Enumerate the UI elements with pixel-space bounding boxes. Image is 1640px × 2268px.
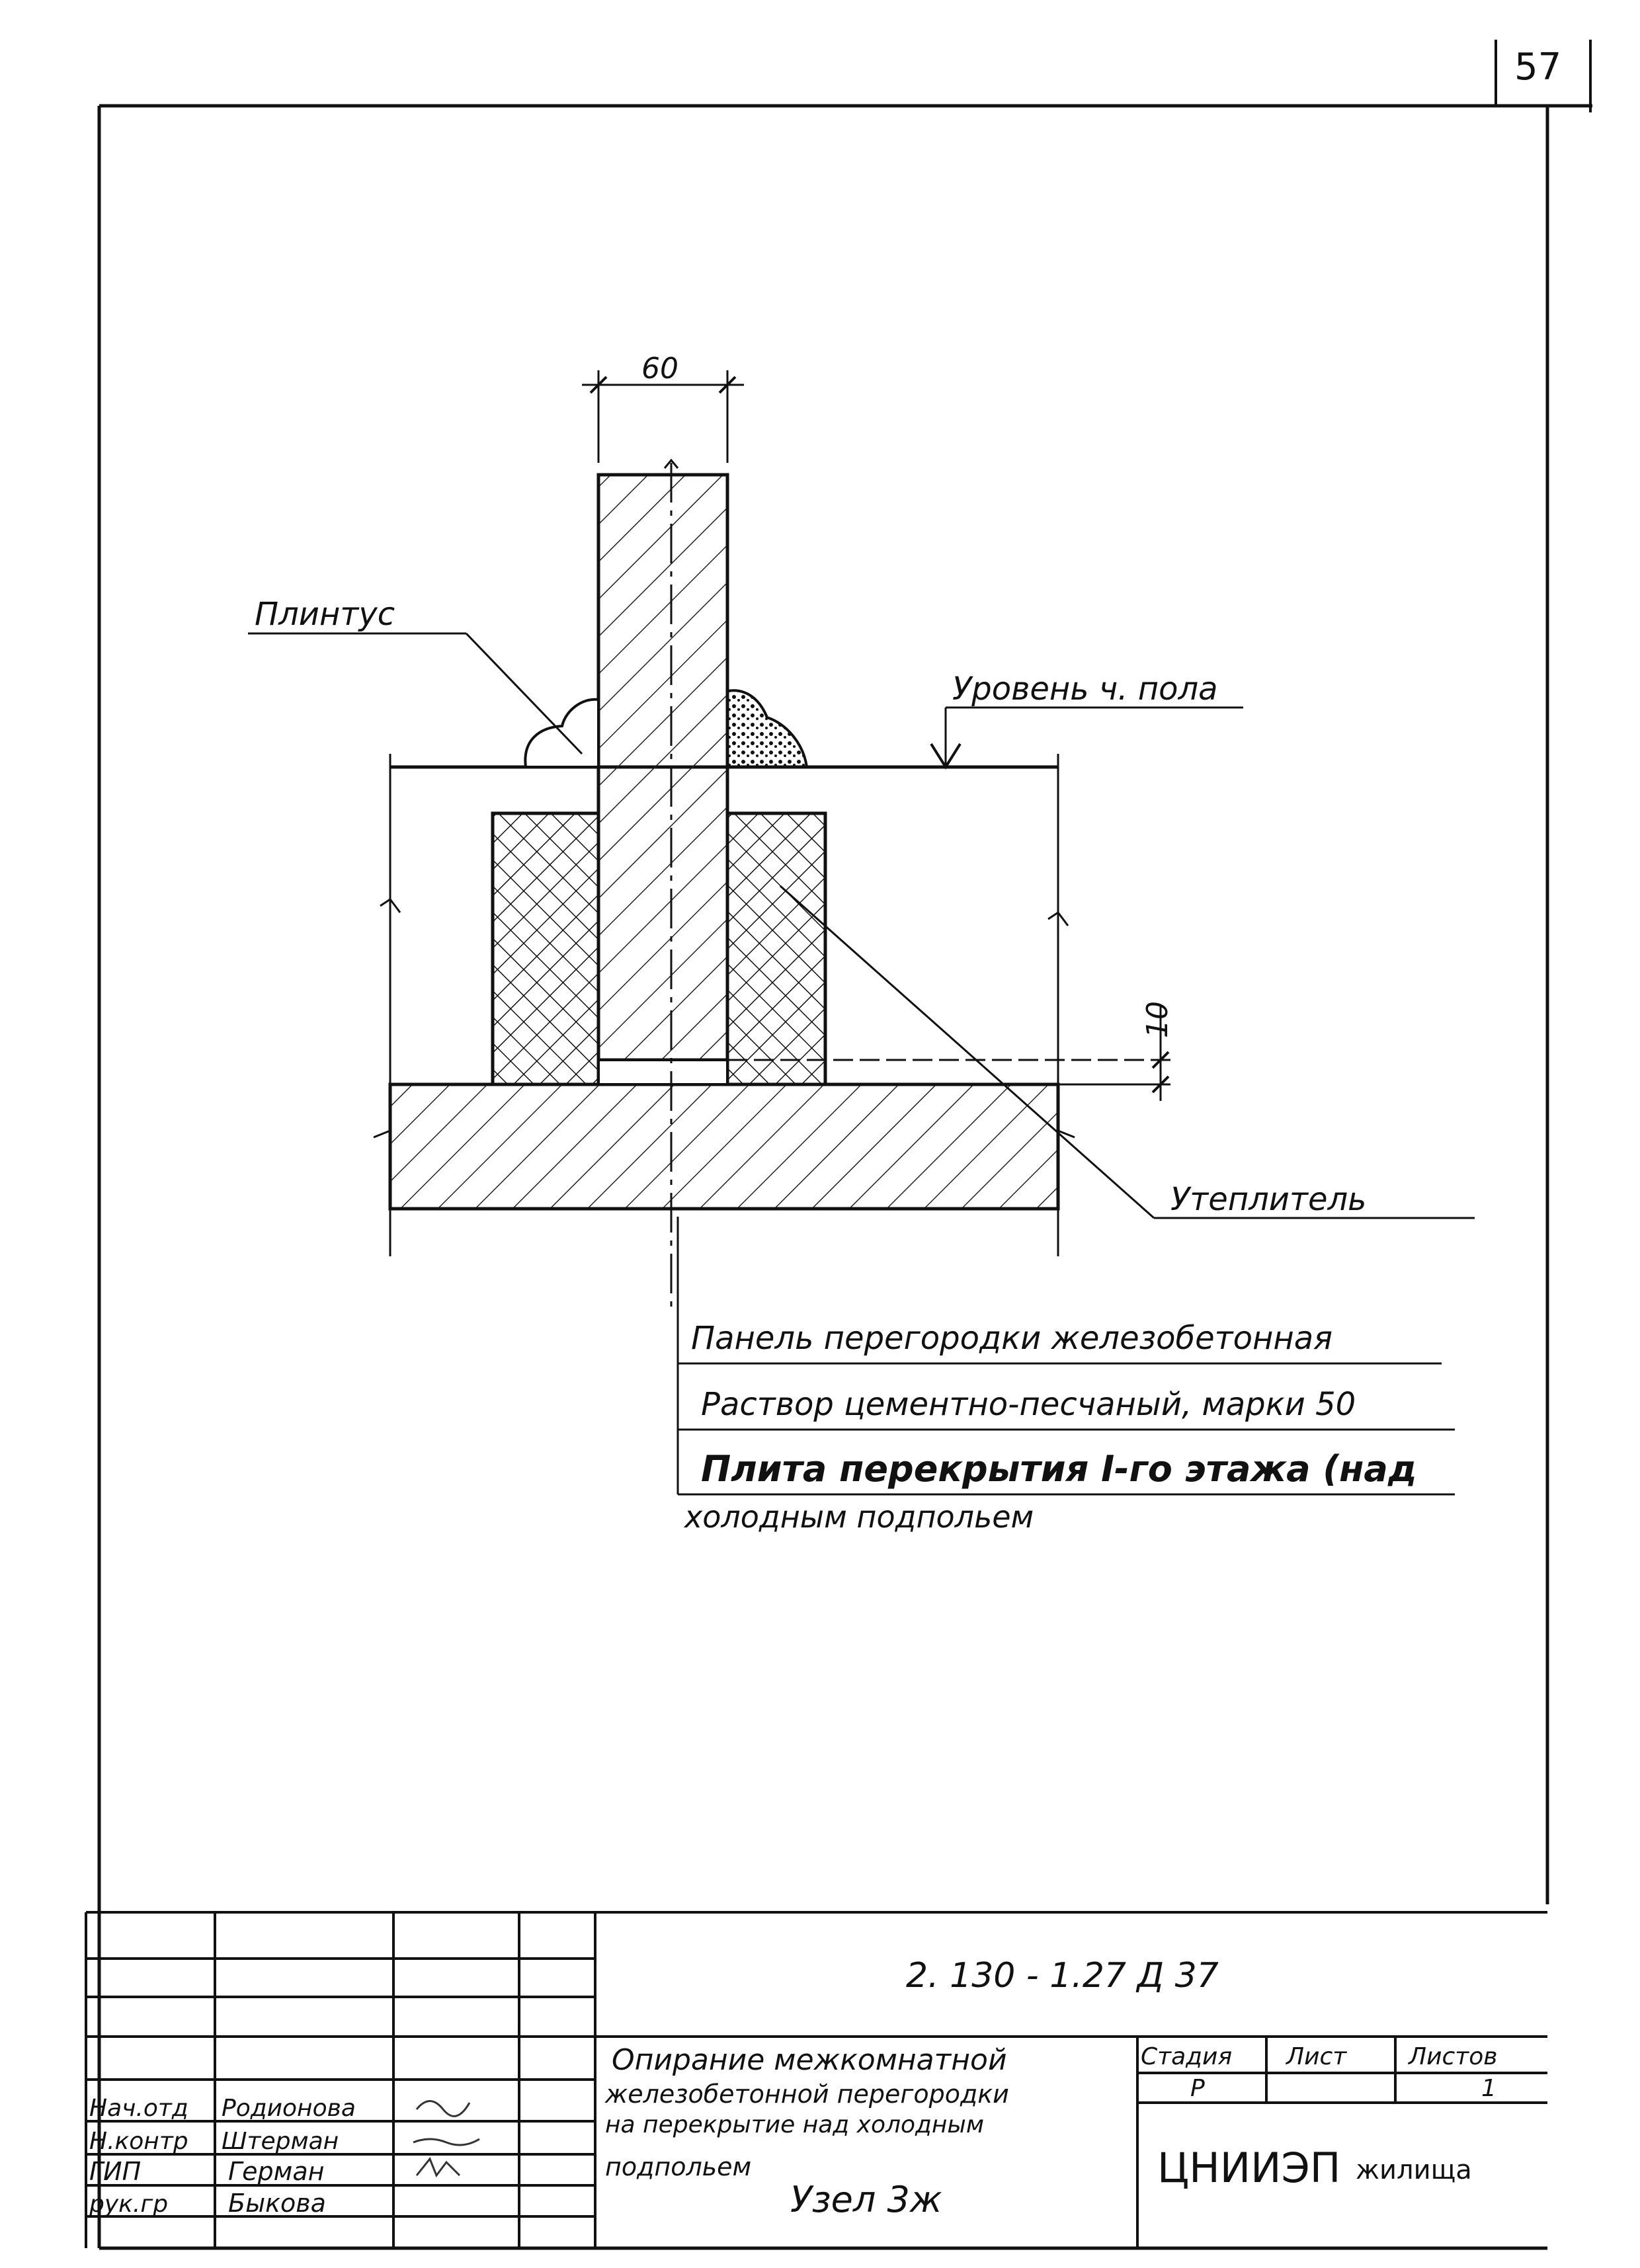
dimension-10-label: 10 <box>1141 1001 1174 1038</box>
signature-role: рук.гр <box>89 2191 169 2218</box>
organization-subtitle: жилища <box>1356 2155 1472 2185</box>
title-line-3: на перекрытие над холодным <box>605 2111 985 2138</box>
leader-baseboard <box>248 596 582 754</box>
baseboard-right <box>727 690 807 767</box>
leader-floor-level <box>931 670 1243 767</box>
signature-mark <box>417 2101 470 2117</box>
title-line-4: подпольем <box>605 2152 752 2181</box>
mortar-bed <box>598 1060 727 1084</box>
title-line-1: Опирание межкомнатной <box>612 2043 1007 2077</box>
section-drawing <box>248 352 1475 1535</box>
document-code: 2. 130 - 1.27 Д 37 <box>906 1956 1219 1996</box>
legend-floor-slab: Плита перекрытия I-го этажа (над <box>701 1448 1417 1490</box>
page-number-box <box>1496 40 1590 112</box>
insulation-left <box>493 813 598 1084</box>
material-legend <box>678 1217 1455 1535</box>
signature-name: Герман <box>228 2157 325 2186</box>
dimension-60-label: 60 <box>641 352 678 385</box>
legend-mortar: Раствор цементно-песчаный, марки 50 <box>701 1386 1356 1423</box>
floor-level-label: Уровень ч. пола <box>952 670 1218 708</box>
sheets-header: Листов <box>1409 2043 1498 2070</box>
legend-partition-panel: Панель перегородки железобетонная <box>691 1320 1333 1357</box>
baseboard-label: Плинтус <box>255 596 395 633</box>
signature-role: Н.контр <box>89 2128 188 2155</box>
partition-panel <box>598 475 727 1060</box>
organization-name: ЦНИИЭП <box>1157 2144 1341 2192</box>
signature-role: ГИП <box>89 2157 142 2186</box>
signature-name: Быкова <box>228 2189 326 2218</box>
insulation-right <box>727 813 825 1084</box>
floor-slab <box>390 1084 1058 1209</box>
node-label: Узел 3ж <box>790 2179 942 2220</box>
dimension-60 <box>582 352 744 463</box>
sheet-header: Лист <box>1286 2043 1347 2070</box>
signature-rows <box>89 2095 479 2218</box>
signature-name: Штерман <box>222 2128 339 2155</box>
insulation-label: Утеплитель <box>1170 1181 1367 1218</box>
stage-header: Стадия <box>1141 2043 1233 2070</box>
signature-name: Родионова <box>222 2095 356 2122</box>
signature-mark <box>413 2139 479 2145</box>
sheets-value: 1 <box>1481 2075 1496 2102</box>
title-block <box>86 1912 1547 2248</box>
title-line-2: железобетонной перегородки <box>605 2080 1009 2109</box>
stage-value: Р <box>1190 2075 1205 2102</box>
signature-role: Нач.отд <box>89 2095 188 2122</box>
signature-mark <box>417 2159 460 2175</box>
legend-floor-slab-cont: холодным подпольем <box>684 1499 1034 1535</box>
page-number: 57 <box>1514 46 1562 89</box>
